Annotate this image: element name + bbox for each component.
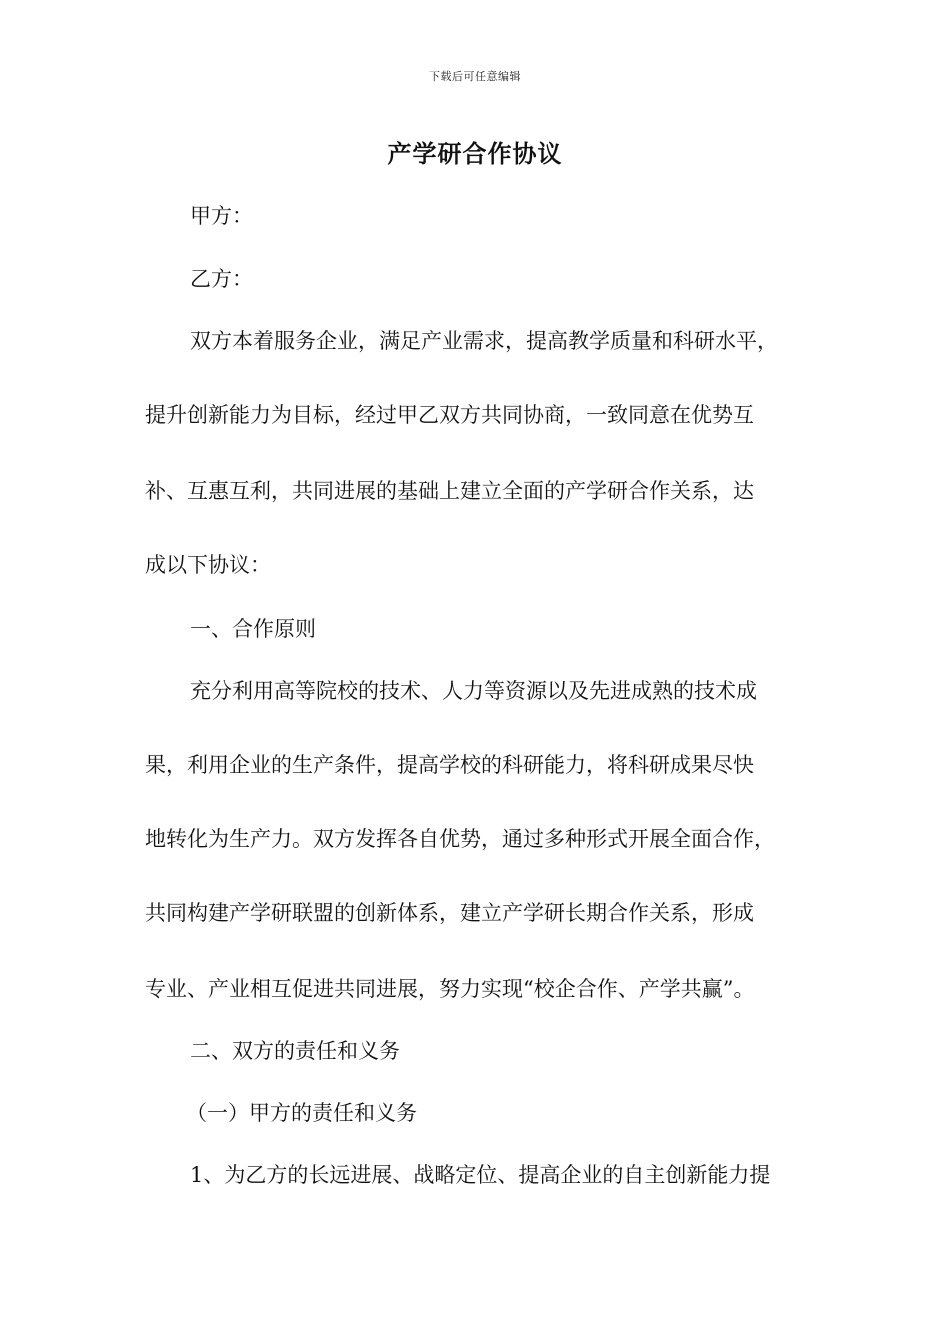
section-1-line-5: 专业、产业相互促进共同进展，努力实现“校企合作、产学共赢”。 (145, 977, 755, 1001)
item-1-line: 1、为乙方的长远进展、战略定位、提高企业的自主创新能力提 (190, 1163, 771, 1187)
page-header: 下载后可任意编辑 (429, 70, 521, 83)
intro-line-2: 提升创新能力为目标，经过甲乙双方共同协商，一致同意在优势互 (145, 403, 754, 427)
section-2-heading: 二、双方的责任和义务 (190, 1039, 400, 1063)
intro-line-3: 补、互惠互利，共同进展的基础上建立全面的产学研合作关系，达 (145, 479, 754, 503)
section-1-line-3: 地转化为生产力。双方发挥各自优势，通过多种形式开展全面合作， (145, 827, 775, 851)
section-1-line-1: 充分利用高等院校的技术、人力等资源以及先进成熟的技术成 (190, 679, 757, 703)
party-a-label: 甲方： (190, 204, 253, 228)
intro-line-1: 双方本着服务企业，满足产业需求，提高教学质量和科研水平， (190, 329, 778, 353)
section-1-heading: 一、合作原则 (190, 617, 316, 641)
document-title: 产学研合作协议 (387, 139, 563, 168)
party-b-label: 乙方： (190, 267, 253, 291)
section-1-line-4: 共同构建产学研联盟的创新体系，建立产学研长期合作关系，形成 (145, 901, 754, 925)
intro-line-4: 成以下协议： (145, 553, 271, 577)
subsection-1-heading: （一）甲方的责任和义务 (186, 1101, 417, 1125)
section-1-line-2: 果，利用企业的生产条件，提高学校的科研能力，将科研成果尽快 (145, 753, 754, 777)
